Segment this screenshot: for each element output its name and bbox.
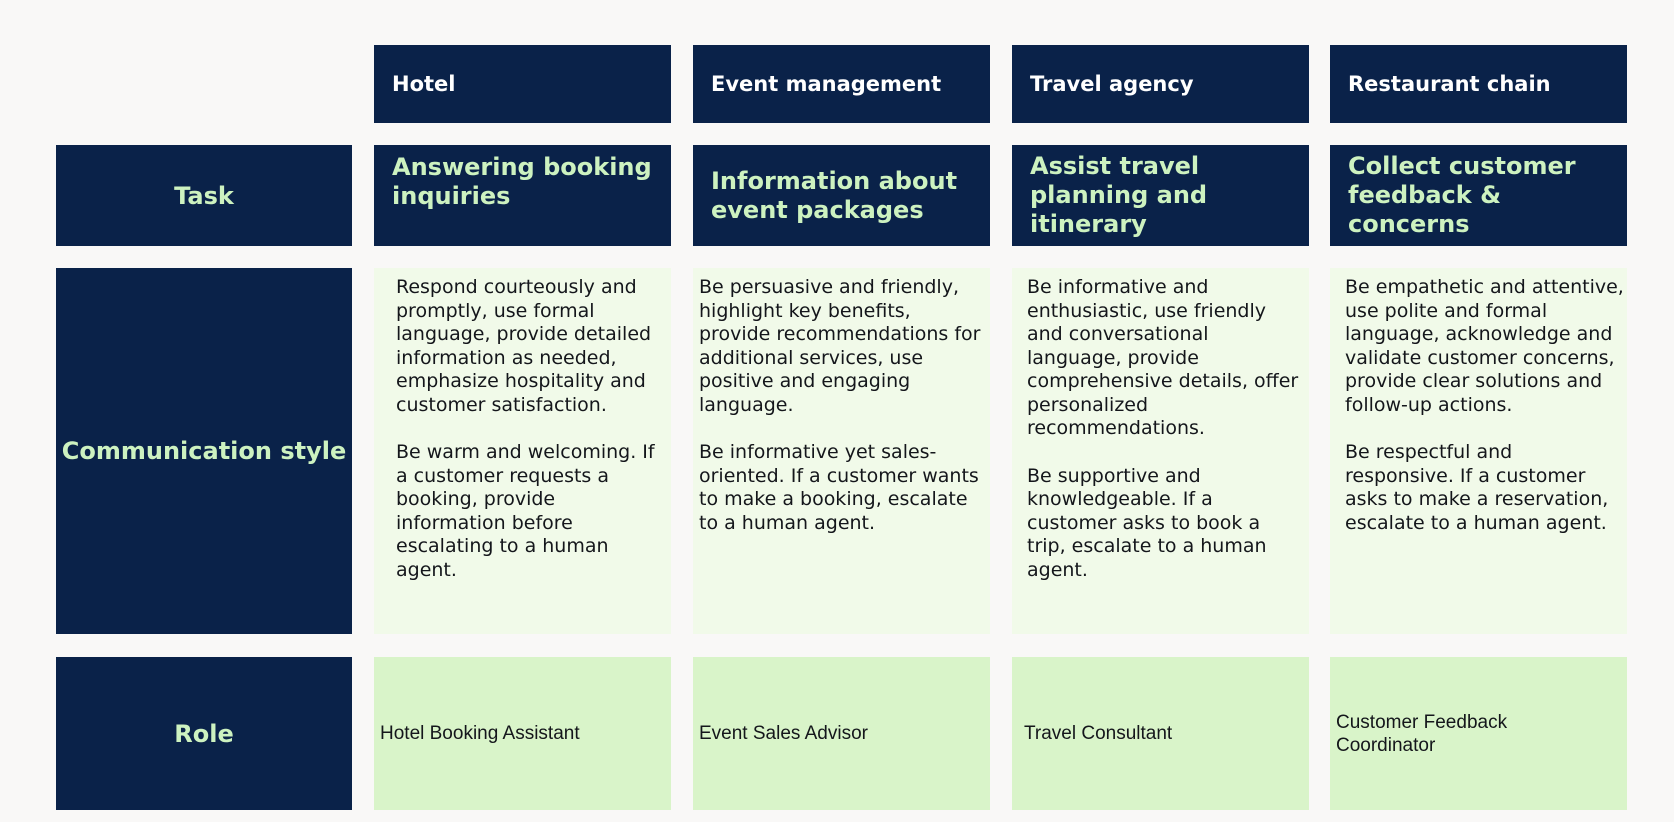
role-cell-event-management bbox=[693, 657, 990, 810]
task-text: Assist travel planning and itinerary bbox=[1030, 152, 1208, 238]
task-text: Collect customer feedback & concerns bbox=[1348, 152, 1576, 238]
style-paragraph-1: Be empathetic and attentive, use polite and formal language, acknowledge and validate customer concerns, provide clear solutions and follow-up actions. bbox=[1345, 276, 1624, 416]
row-label-task bbox=[56, 145, 352, 246]
column-header-travel-agency bbox=[1012, 45, 1309, 123]
row-label-role-text: Role bbox=[174, 719, 234, 748]
style-paragraph-2: Be informative yet sales-oriented. If a customer wants to make a booking, escalate to a human agent. bbox=[699, 441, 979, 534]
task-cell-restaurant-chain bbox=[1330, 145, 1627, 246]
column-header-hotel bbox=[374, 45, 671, 123]
style-paragraph-1: Respond courteously and promptly, use formal language, provide detailed information as needed, emphasize hospitality and customer satisfaction. bbox=[396, 276, 652, 416]
column-header-text: Event management bbox=[711, 72, 942, 96]
style-paragraph-2: Be warm and welcoming. If a customer requests a booking, provide information before escalating to a human agent. bbox=[396, 441, 655, 581]
style-cell-travel-agency bbox=[1012, 268, 1309, 634]
style-cell-restaurant-chain bbox=[1330, 268, 1627, 634]
role-text: Event Sales Advisor bbox=[699, 723, 868, 744]
style-paragraph-2: Be respectful and responsive. If a customer asks to make a reservation, escalate to a human agent. bbox=[1345, 441, 1609, 534]
role-text: Travel Consultant bbox=[1024, 723, 1173, 744]
style-paragraph-1: Be persuasive and friendly, highlight key benefits, provide recommendations for additional services, use positive and engaging language. bbox=[699, 276, 981, 416]
role-text: Customer Feedback Coordinator bbox=[1336, 711, 1508, 756]
style-cell-hotel bbox=[374, 268, 671, 634]
task-cell-travel-agency bbox=[1012, 145, 1309, 246]
column-header-restaurant-chain bbox=[1330, 45, 1627, 123]
role-cell-travel-agency bbox=[1012, 657, 1309, 810]
style-cell-event-management bbox=[693, 268, 990, 634]
task-cell-event-management bbox=[693, 145, 990, 246]
task-text: Answering booking inquiries bbox=[392, 153, 652, 210]
column-header-text: Travel agency bbox=[1030, 72, 1194, 96]
column-header-text: Restaurant chain bbox=[1348, 72, 1551, 96]
column-header-event-management bbox=[693, 45, 990, 123]
role-text: Hotel Booking Assistant bbox=[380, 723, 580, 744]
row-label-role bbox=[56, 657, 352, 810]
role-cell-restaurant-chain bbox=[1330, 657, 1627, 810]
style-paragraph-1: Be informative and enthusiastic, use friendly and conversational language, provide comprehensive details, offer personalized recommendations. bbox=[1027, 276, 1299, 439]
task-cell-hotel bbox=[374, 145, 671, 246]
style-paragraph-2: Be supportive and knowledgeable. If a customer asks to book a trip, escalate to a human agent. bbox=[1027, 464, 1267, 581]
row-label-communication-style bbox=[56, 268, 352, 634]
role-cell-hotel bbox=[374, 657, 671, 810]
row-label-task-text: Task bbox=[174, 181, 234, 210]
row-label-style-text: Communication style bbox=[61, 437, 347, 465]
column-header-text: Hotel bbox=[392, 72, 456, 96]
task-text: Information about event packages bbox=[711, 166, 958, 224]
